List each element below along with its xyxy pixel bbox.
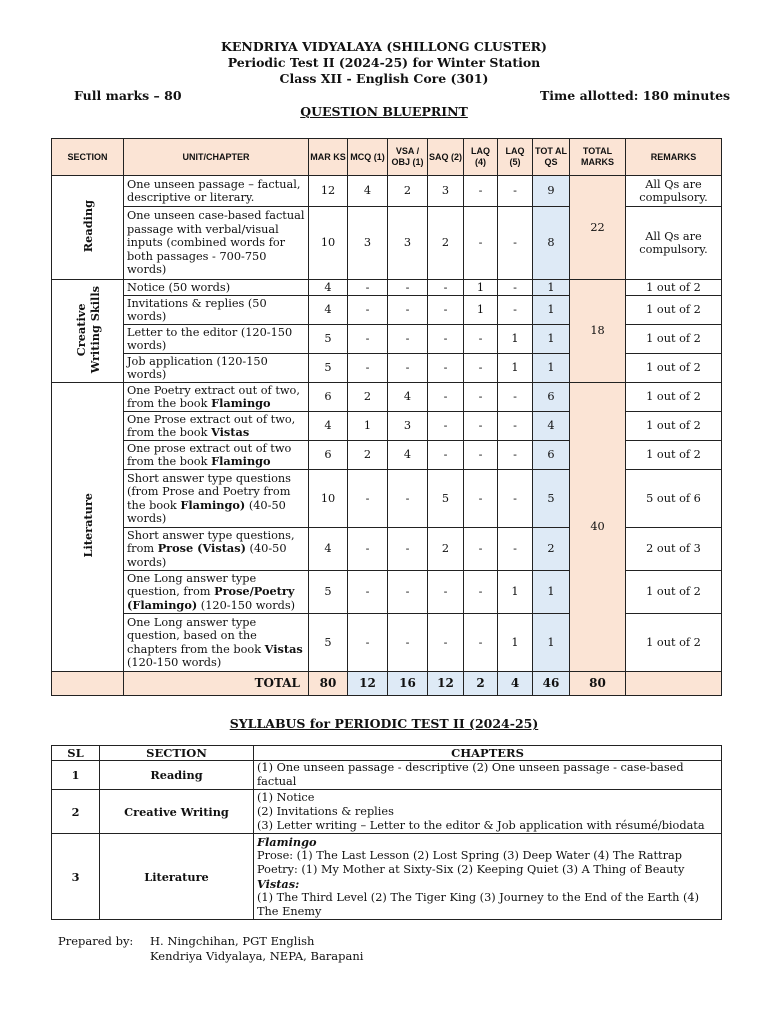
- unit-cell: One unseen passage – factual, descriptive or literary.: [124, 176, 309, 207]
- total-qs-cell: 6: [533, 441, 570, 470]
- remarks-cell: 1 out of 2: [626, 280, 722, 296]
- syllabus-table: [51, 745, 722, 920]
- remarks-cell: 1 out of 2: [626, 296, 722, 325]
- total-vsa: 16: [388, 672, 428, 696]
- author-name: H. Ningchihan, PGT English: [150, 934, 315, 948]
- laq5-cell: 1: [498, 325, 533, 354]
- test-name: Periodic Test II (2024-25) for Winter Station: [227, 55, 541, 70]
- saq-cell: -: [428, 296, 464, 325]
- blueprint-header-row: [52, 139, 722, 176]
- col-total-marks: TOTAL MARKS: [570, 139, 626, 176]
- chapters-cell: [254, 790, 722, 834]
- unit-cell: One Prose extract out of two, from the book Vistas: [124, 412, 309, 441]
- marks-cell: 4: [309, 280, 348, 296]
- section-total-marks: 40: [570, 383, 626, 672]
- total-laq5: 4: [498, 672, 533, 696]
- mcq-cell: 4: [348, 176, 388, 207]
- total-mcq: 12: [348, 672, 388, 696]
- vsa-cell: -: [388, 296, 428, 325]
- unit-cell: Invitations & replies (50 words): [124, 296, 309, 325]
- section-creative-writing: Creative Writing Skills: [52, 280, 124, 383]
- prepared-by-label: Prepared by:: [58, 934, 134, 948]
- vsa-cell: -: [388, 614, 428, 672]
- col-syl-section: SECTION: [100, 746, 254, 761]
- laq5-cell: -: [498, 412, 533, 441]
- saq-cell: -: [428, 354, 464, 383]
- flamingo-heading: Flamingo: [257, 834, 317, 849]
- laq4-cell: -: [464, 571, 498, 614]
- vsa-cell: -: [388, 354, 428, 383]
- chapters-cell: [254, 834, 722, 920]
- vsa-cell: 3: [388, 207, 428, 280]
- laq4-cell: -: [464, 412, 498, 441]
- saq-cell: -: [428, 571, 464, 614]
- laq4-cell: -: [464, 325, 498, 354]
- time-allotted: Time allotted: 180 minutes: [540, 88, 731, 103]
- col-laq4: LAQ (4): [464, 139, 498, 176]
- mcq-cell: 1: [348, 412, 388, 441]
- mcq-cell: -: [348, 296, 388, 325]
- col-total-qs: TOT AL QS: [533, 139, 570, 176]
- marks-cell: 5: [309, 571, 348, 614]
- total-qs-cell: 1: [533, 614, 570, 672]
- saq-cell: 2: [428, 528, 464, 571]
- marks-cell: 6: [309, 383, 348, 412]
- col-vsa: VSA / OBJ (1): [388, 139, 428, 176]
- section-total-marks: 22: [570, 176, 626, 280]
- mcq-cell: 3: [348, 207, 388, 280]
- total-qs-cell: 1: [533, 296, 570, 325]
- remarks-cell: 1 out of 2: [626, 441, 722, 470]
- section-total-marks: 18: [570, 280, 626, 383]
- saq-cell: 3: [428, 176, 464, 207]
- section-cell: Creative Writing: [100, 790, 254, 834]
- laq4-cell: -: [464, 207, 498, 280]
- remarks-cell: 2 out of 3: [626, 528, 722, 571]
- table-row: [52, 834, 722, 920]
- remarks-cell: 5 out of 6: [626, 470, 722, 528]
- saq-cell: -: [428, 412, 464, 441]
- section-cell: Reading: [100, 761, 254, 790]
- marks-cell: 4: [309, 296, 348, 325]
- unit-cell: Short answer type questions, from Prose (Vistas) (40-50 words): [124, 528, 309, 571]
- remarks-cell: All Qs are compulsory.: [626, 207, 722, 280]
- mcq-cell: -: [348, 325, 388, 354]
- saq-cell: -: [428, 614, 464, 672]
- total-qs-cell: 6: [533, 383, 570, 412]
- laq5-cell: 1: [498, 354, 533, 383]
- total-qs: 46: [533, 672, 570, 696]
- saq-cell: 2: [428, 207, 464, 280]
- unit-cell: Short answer type questions (from Prose and Poetry from the book Flamingo) (40-50 words): [124, 470, 309, 528]
- marks-cell: 5: [309, 325, 348, 354]
- laq4-cell: -: [464, 441, 498, 470]
- table-row: [52, 790, 722, 834]
- laq5-cell: -: [498, 441, 533, 470]
- total-row: [52, 672, 722, 696]
- unit-cell: Letter to the editor (120-150 words): [124, 325, 309, 354]
- remarks-cell: 1 out of 2: [626, 571, 722, 614]
- marks-cell: 4: [309, 412, 348, 441]
- laq4-cell: 1: [464, 296, 498, 325]
- chapter-line: (1) The Third Level (2) The Tiger King (3) Journey to the End of the Earth (4) The Enemy: [257, 890, 700, 918]
- mcq-cell: -: [348, 280, 388, 296]
- remarks-cell: 1 out of 2: [626, 412, 722, 441]
- section-cell: Literature: [100, 834, 254, 920]
- author-school: Kendriya Vidyalaya, NEPA, Barapani: [150, 948, 364, 963]
- vsa-cell: -: [388, 528, 428, 571]
- unit-cell: One Poetry extract out of two, from the book Flamingo: [124, 383, 309, 412]
- chapters-cell: (1) One unseen passage - descriptive (2) One unseen passage - case-based factual: [254, 761, 722, 790]
- total-blank-cell: [52, 672, 124, 696]
- marks-cell: 5: [309, 354, 348, 383]
- marks-cell: 5: [309, 614, 348, 672]
- section-literature: Literature: [52, 383, 124, 672]
- laq4-cell: -: [464, 470, 498, 528]
- remarks-cell: 1 out of 2: [626, 325, 722, 354]
- laq5-cell: 1: [498, 614, 533, 672]
- mcq-cell: -: [348, 571, 388, 614]
- laq4-cell: -: [464, 176, 498, 207]
- vistas-heading: Vistas:: [257, 876, 300, 891]
- saq-cell: 5: [428, 470, 464, 528]
- total-qs-cell: 4: [533, 412, 570, 441]
- unit-cell: One Long answer type question, from Prose/Poetry (Flamingo) (120-150 words): [124, 571, 309, 614]
- saq-cell: -: [428, 441, 464, 470]
- marks-cell: 10: [309, 470, 348, 528]
- unit-cell: One prose extract out of two from the book Flamingo: [124, 441, 309, 470]
- laq4-cell: -: [464, 614, 498, 672]
- laq4-cell: 1: [464, 280, 498, 296]
- laq5-cell: -: [498, 176, 533, 207]
- chapter-line: (1) Notice: [257, 790, 315, 804]
- vsa-cell: 4: [388, 383, 428, 412]
- total-qs-cell: 1: [533, 354, 570, 383]
- col-laq5: LAQ (5): [498, 139, 533, 176]
- laq4-cell: -: [464, 528, 498, 571]
- col-sl: SL: [52, 746, 100, 761]
- unit-cell: Notice (50 words): [124, 280, 309, 296]
- laq5-cell: -: [498, 296, 533, 325]
- col-remarks: REMARKS: [626, 139, 722, 176]
- grand-total-marks: 80: [570, 672, 626, 696]
- saq-cell: -: [428, 280, 464, 296]
- blueprint-title: QUESTION BLUEPRINT: [300, 104, 468, 119]
- laq5-cell: -: [498, 207, 533, 280]
- unit-cell: One unseen case-based factual passage with verbal/visual inputs (combined words for both passages - 700-750 words): [124, 207, 309, 280]
- total-qs-cell: 1: [533, 325, 570, 354]
- total-qs-cell: 8: [533, 207, 570, 280]
- laq5-cell: -: [498, 470, 533, 528]
- chapter-line: Prose: (1) The Last Lesson (2) Lost Spring (3) Deep Water (4) The Rattrap: [257, 848, 682, 862]
- prepared-by-details: [150, 934, 363, 963]
- chapter-line: Poetry: (1) My Mother at Sixty-Six (2) Keeping Quiet (3) A Thing of Beauty: [257, 862, 685, 876]
- total-qs-cell: 2: [533, 528, 570, 571]
- total-marks: 80: [309, 672, 348, 696]
- table-row: [52, 383, 722, 412]
- table-row: [52, 176, 722, 207]
- class-subject: Class XII - English Core (301): [279, 71, 489, 86]
- mcq-cell: 2: [348, 441, 388, 470]
- section-reading: Reading: [52, 176, 124, 280]
- sl-cell: 3: [52, 834, 100, 920]
- mcq-cell: -: [348, 528, 388, 571]
- remarks-cell: 1 out of 2: [626, 383, 722, 412]
- vsa-cell: 2: [388, 176, 428, 207]
- table-row: [52, 280, 722, 296]
- marks-cell: 4: [309, 528, 348, 571]
- marks-cell: 12: [309, 176, 348, 207]
- total-qs-cell: 5: [533, 470, 570, 528]
- total-remarks-blank: [626, 672, 722, 696]
- col-unit: UNIT/CHAPTER: [124, 139, 309, 176]
- col-marks: MAR KS: [309, 139, 348, 176]
- col-section: SECTION: [52, 139, 124, 176]
- table-row: [52, 761, 722, 790]
- marks-cell: 10: [309, 207, 348, 280]
- total-qs-cell: 1: [533, 280, 570, 296]
- school-name: KENDRIYA VIDYALAYA (SHILLONG CLUSTER): [221, 39, 547, 54]
- mcq-cell: -: [348, 614, 388, 672]
- syllabus-title: SYLLABUS for PERIODIC TEST II (2024-25): [229, 716, 539, 731]
- unit-cell: One Long answer type question, based on the chapters from the book Vistas (120-150 words): [124, 614, 309, 672]
- laq5-cell: -: [498, 383, 533, 412]
- unit-cell: Job application (120-150 words): [124, 354, 309, 383]
- total-qs-cell: 9: [533, 176, 570, 207]
- vsa-cell: 4: [388, 441, 428, 470]
- mcq-cell: -: [348, 470, 388, 528]
- total-laq4: 2: [464, 672, 498, 696]
- chapter-line: (3) Letter writing – Letter to the editor & Job application with résumé/biodata: [257, 818, 705, 832]
- marks-cell: 6: [309, 441, 348, 470]
- total-label: TOTAL: [124, 672, 309, 696]
- mcq-cell: -: [348, 354, 388, 383]
- chapter-line: (2) Invitations & replies: [257, 804, 394, 818]
- vsa-cell: -: [388, 280, 428, 296]
- vsa-cell: -: [388, 325, 428, 354]
- saq-cell: -: [428, 383, 464, 412]
- col-mcq: MCQ (1): [348, 139, 388, 176]
- col-chapters: CHAPTERS: [254, 746, 722, 761]
- mcq-cell: 2: [348, 383, 388, 412]
- laq4-cell: -: [464, 383, 498, 412]
- syllabus-header-row: [52, 746, 722, 761]
- remarks-cell: 1 out of 2: [626, 354, 722, 383]
- vsa-cell: -: [388, 470, 428, 528]
- vsa-cell: -: [388, 571, 428, 614]
- col-saq: SAQ (2): [428, 139, 464, 176]
- laq4-cell: -: [464, 354, 498, 383]
- sl-cell: 1: [52, 761, 100, 790]
- total-saq: 12: [428, 672, 464, 696]
- vsa-cell: 3: [388, 412, 428, 441]
- remarks-cell: 1 out of 2: [626, 614, 722, 672]
- remarks-cell: All Qs are compulsory.: [626, 176, 722, 207]
- laq5-cell: -: [498, 528, 533, 571]
- laq5-cell: -: [498, 280, 533, 296]
- blueprint-table: [51, 138, 722, 696]
- full-marks: Full marks – 80: [74, 88, 182, 103]
- total-qs-cell: 1: [533, 571, 570, 614]
- sl-cell: 2: [52, 790, 100, 834]
- saq-cell: -: [428, 325, 464, 354]
- laq5-cell: 1: [498, 571, 533, 614]
